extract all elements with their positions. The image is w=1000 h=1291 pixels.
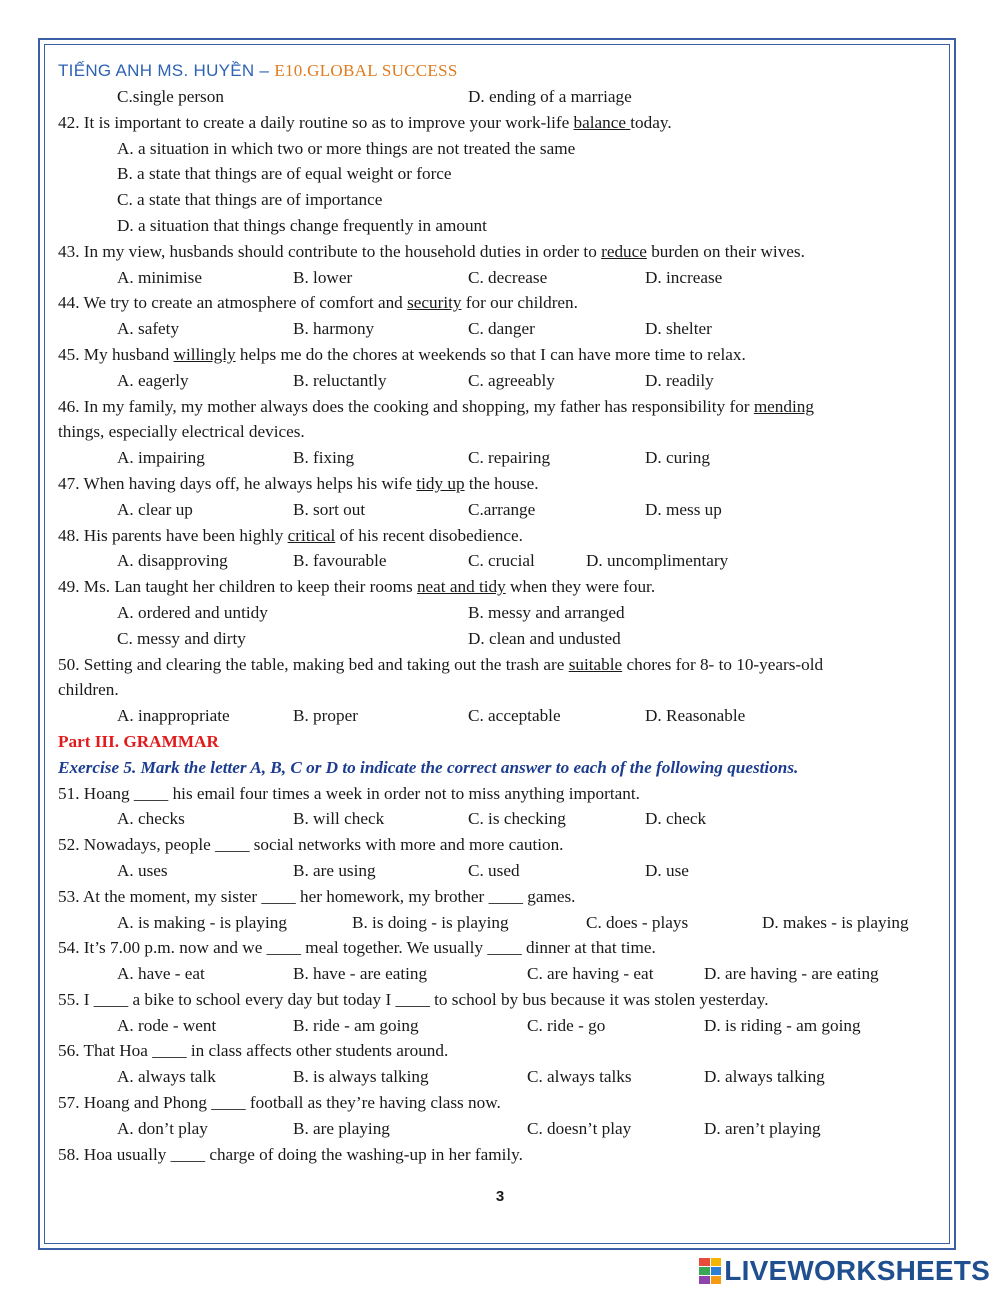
option-b: B. ride - am going: [293, 1015, 419, 1035]
option-a: A. have - eat: [117, 964, 205, 984]
header-teacher-name: TIẾNG ANH MS. HUYỀN: [58, 61, 255, 80]
option-b: B. reluctantly: [293, 370, 387, 390]
option-c: C. crucial: [468, 551, 535, 571]
option-c: C. is checking: [468, 809, 566, 829]
option-c: C. danger: [468, 319, 535, 339]
underlined-word: neat and tidy: [416, 577, 506, 597]
option-row: [58, 806, 938, 832]
option-d: D. mess up: [645, 499, 722, 519]
question-49: [58, 574, 938, 600]
question-46: [58, 394, 938, 420]
option-d: D. aren’t playing: [704, 1118, 821, 1138]
option-d: D. curing: [645, 448, 710, 468]
question-53: 53. At the moment, my sister ____ her homework, my brother ____ games.: [58, 886, 576, 906]
option-c: C. used: [468, 860, 520, 880]
page-header: [58, 58, 938, 84]
option-row: [58, 84, 938, 110]
question-43: [58, 239, 938, 265]
option-c: C. decrease: [468, 267, 548, 287]
option-d: D. is riding - am going: [704, 1015, 861, 1035]
question-text: 46. In my family, my mother always does the cooking and shopping, my father has responsibility for: [58, 396, 754, 416]
question-text: today.: [630, 112, 672, 132]
underlined-word: reduce: [601, 241, 647, 261]
question-text: 50. Setting and clearing the table, making bed and taking out the trash are: [58, 654, 569, 674]
option-row: [58, 626, 938, 652]
option-a: A. impairing: [117, 448, 205, 468]
option-c: C. a state that things are of importance: [117, 190, 383, 210]
option-a: A. a situation in which two or more things are not treated the same: [117, 138, 576, 158]
option-d: D. makes - is playing: [762, 912, 909, 932]
question-57: 57. Hoang and Phong ____ football as they’re having class now.: [58, 1093, 501, 1113]
option-a: A. clear up: [117, 499, 193, 519]
question-45: [58, 342, 938, 368]
question-56: 56. That Hoa ____ in class affects other students around.: [58, 1041, 449, 1061]
option-row: [58, 600, 938, 626]
option-d: D. are having - are eating: [704, 964, 879, 984]
option-row: [58, 1013, 938, 1039]
question-text-continued: children.: [58, 680, 119, 700]
option-c: C.single person: [117, 87, 224, 106]
question-47: [58, 471, 938, 497]
logo-text: LIVEWORKSHEETS: [724, 1255, 990, 1286]
option-b: B. are using: [293, 860, 376, 880]
underlined-word: mending: [753, 396, 814, 416]
option-d: D. use: [645, 860, 689, 880]
option-c: C. messy and dirty: [117, 628, 246, 648]
option-c: C.arrange: [468, 499, 536, 519]
underlined-word: suitable: [568, 654, 623, 674]
question-text-continued: things, especially electrical devices.: [58, 422, 305, 442]
option-row: [58, 858, 938, 884]
option-d: D. shelter: [645, 319, 712, 339]
option-a: A. safety: [117, 319, 180, 339]
option-d: D. uncomplimentary: [586, 551, 729, 571]
option-a: A. always talk: [117, 1067, 216, 1087]
option-d: D. always talking: [704, 1067, 825, 1087]
page-number: 3: [495, 1188, 505, 1205]
option-b: B. is doing - is playing: [352, 912, 509, 932]
underlined-word: willingly: [173, 344, 236, 364]
question-42: [58, 110, 938, 136]
question-52: 52. Nowadays, people ____ social networks with more and more caution.: [58, 835, 564, 855]
option-b: B. is always talking: [293, 1067, 429, 1087]
option-c: C. agreeably: [468, 370, 555, 390]
question-51: 51. Hoang ____ his email four times a week in order not to miss anything important.: [58, 783, 640, 803]
option-a: A. inappropriate: [117, 706, 230, 726]
option-row: [58, 316, 938, 342]
option-d: D. clean and undusted: [468, 628, 621, 648]
option-b: B. are playing: [293, 1118, 390, 1138]
question-text: helps me do the chores at weekends so that I can have more time to relax.: [235, 344, 746, 364]
option-b: B. will check: [293, 809, 385, 829]
option-c: C. does - plays: [586, 912, 689, 932]
worksheet-content: [58, 58, 938, 1167]
underlined-word: critical: [287, 525, 336, 545]
option-a: A. disapproving: [117, 551, 228, 571]
option-row: [58, 368, 938, 394]
underlined-word: tidy up: [416, 473, 465, 493]
logo-grid-icon: [699, 1258, 721, 1284]
header-course: E10.GLOBAL SUCCESS: [274, 61, 458, 80]
question-text: 49. Ms. Lan taught her children to keep their rooms: [58, 577, 417, 597]
question-text: 42. It is important to create a daily routine so as to improve your work-life: [58, 112, 574, 132]
option-row: [58, 497, 938, 523]
option-c: C. ride - go: [527, 1015, 606, 1035]
option-d: D. ending of a marriage: [468, 87, 632, 106]
option-a: A. is making - is playing: [117, 912, 287, 932]
option-b: B. proper: [293, 706, 358, 726]
question-58: 58. Hoa usually ____ charge of doing the washing-up in her family.: [58, 1144, 523, 1164]
option-row: [58, 548, 938, 574]
option-d: D. check: [645, 809, 707, 829]
question-44: [58, 290, 938, 316]
underlined-word: security: [407, 293, 462, 313]
option-b: B. messy and arranged: [468, 602, 625, 622]
option-row: [58, 1064, 938, 1090]
option-d: D. Reasonable: [645, 706, 746, 726]
option-a: A. rode - went: [117, 1015, 217, 1035]
question-55: 55. I ____ a bike to school every day but today I ____ to school by bus because it was stolen yesterday.: [58, 989, 769, 1009]
option-row: [58, 703, 938, 729]
option-b: B. fixing: [293, 448, 355, 468]
option-b: B. favourable: [293, 551, 387, 571]
option-c: C. doesn’t play: [527, 1118, 632, 1138]
option-row: [58, 265, 938, 291]
option-a: A. ordered and untidy: [117, 602, 268, 622]
option-a: A. eagerly: [117, 370, 189, 390]
question-text: 47. When having days off, he always helps his wife: [58, 473, 417, 493]
option-b: B. a state that things are of equal weight or force: [117, 164, 452, 184]
question-text: for our children.: [461, 293, 578, 313]
option-b: B. have - are eating: [293, 964, 428, 984]
option-row: [58, 961, 938, 987]
header-separator: –: [254, 61, 275, 80]
option-d: D. a situation that things change frequently in amount: [117, 215, 487, 235]
question-text: the house.: [464, 473, 539, 493]
option-b: B. sort out: [293, 499, 366, 519]
option-c: C. repairing: [468, 448, 551, 468]
underlined-word: balance: [573, 112, 631, 132]
option-row: [58, 1116, 938, 1142]
question-text: chores for 8- to 10-years-old: [622, 654, 824, 674]
option-c: C. acceptable: [468, 706, 561, 726]
question-54: 54. It’s 7.00 p.m. now and we ____ meal together. We usually ____ dinner at that time.: [58, 938, 656, 958]
question-text: when they were four.: [505, 577, 656, 597]
question-text: burden on their wives.: [646, 241, 805, 261]
question-text: 45. My husband: [58, 344, 174, 364]
option-c: C. always talks: [527, 1067, 632, 1087]
question-text: of his recent disobedience.: [335, 525, 523, 545]
exercise-instruction: Exercise 5. Mark the letter A, B, C or D to indicate the correct answer to each of the following questions.: [58, 757, 799, 777]
liveworksheets-logo: [699, 1254, 990, 1288]
option-row: [58, 910, 938, 936]
option-row: [58, 445, 938, 471]
option-a: A. minimise: [117, 267, 202, 287]
option-a: A. uses: [117, 860, 168, 880]
section-heading: Part III. GRAMMAR: [58, 731, 219, 751]
option-b: B. lower: [293, 267, 353, 287]
option-a: A. don’t play: [117, 1118, 208, 1138]
option-b: B. harmony: [293, 319, 375, 339]
question-text: 44. We try to create an atmosphere of comfort and: [58, 293, 408, 313]
option-a: A. checks: [117, 809, 185, 829]
question-text: 48. His parents have been highly: [58, 525, 288, 545]
option-d: D. increase: [645, 267, 723, 287]
question-48: [58, 523, 938, 549]
question-text: 43. In my view, husbands should contribute to the household duties in order to: [58, 241, 602, 261]
option-d: D. readily: [645, 370, 714, 390]
question-50: [58, 652, 938, 678]
option-c: C. are having - eat: [527, 964, 654, 984]
